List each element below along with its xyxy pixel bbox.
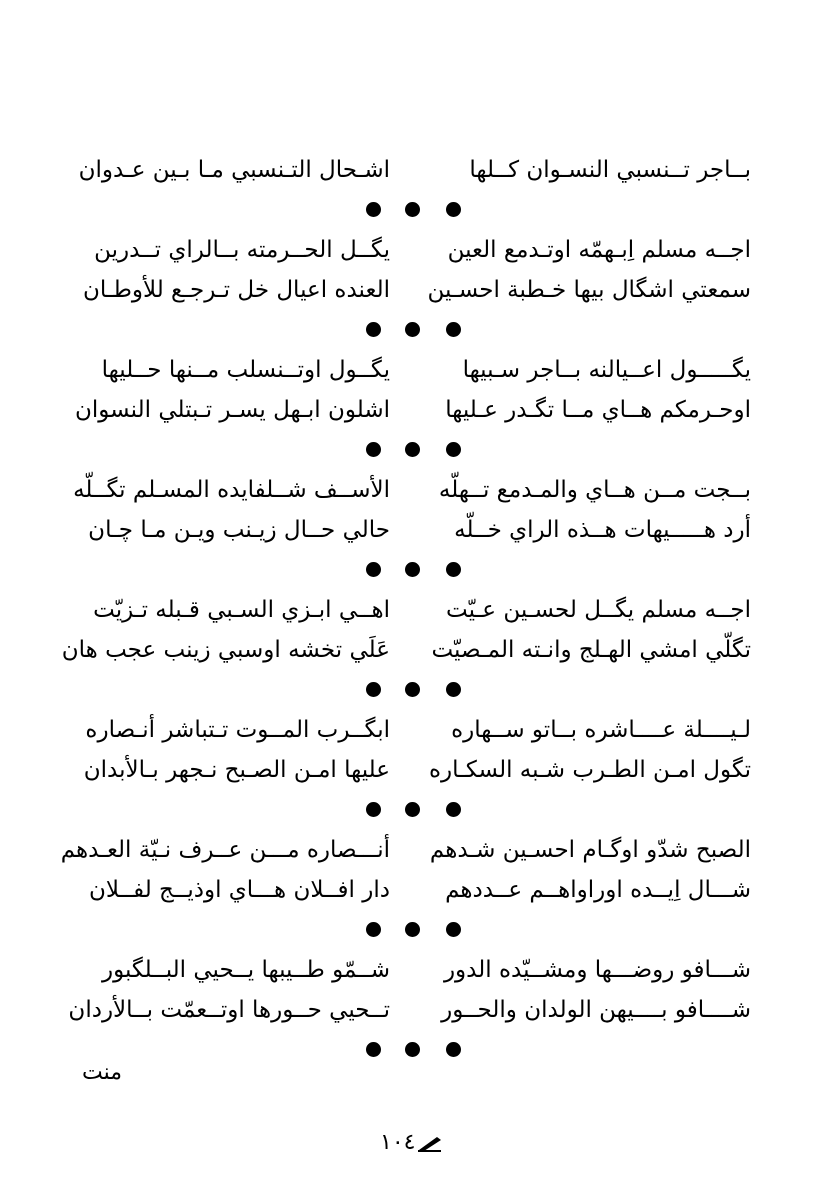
second-hemistich: أنـــصاره مـــن عــرف نـيّة العـدهم	[60, 837, 390, 863]
separator-dot	[446, 322, 461, 337]
second-hemistich: الأســف شــلفايده المسـلم تگــلّه	[73, 477, 390, 503]
separator-dot	[446, 682, 461, 697]
verse-line	[0, 750, 829, 790]
verse-line	[0, 870, 829, 910]
verse-line	[0, 270, 829, 310]
end-mark: منت	[82, 1060, 123, 1085]
first-hemistich: لـيــــلة عــــاشره بــاتو ســهاره	[451, 717, 751, 743]
second-hemistich: تــحيي حــورها اوتــعمّت بــالأردان	[68, 997, 390, 1023]
separator-dot	[405, 682, 420, 697]
first-hemistich: شـــافو روضـــها ومشــيّده الدور	[443, 957, 751, 983]
separator-dot	[366, 922, 381, 937]
stanza-separator	[0, 790, 829, 830]
stanza-separator	[0, 190, 829, 230]
first-hemistich: اجــه مسلم يگــل لحسـين عـيّت	[446, 597, 751, 623]
verse-line	[0, 150, 829, 190]
second-hemistich: ابگــرب المــوت تـتباشر أنـصاره	[85, 717, 390, 743]
pen-icon	[417, 1134, 443, 1152]
verse-line	[0, 230, 829, 270]
separator-dot	[446, 202, 461, 217]
verse-line	[0, 470, 829, 510]
second-hemistich: اهــي ابـزي السـبي قـبله تـزيّت	[93, 597, 390, 623]
verse-line	[0, 710, 829, 750]
separator-dot	[366, 562, 381, 577]
stanza-separator	[0, 430, 829, 470]
second-hemistich: عليها امـن الصـبح نـجهر بـالأبدان	[83, 757, 390, 783]
separator-dot	[405, 202, 420, 217]
verse-line	[0, 390, 829, 430]
separator-dot	[405, 562, 420, 577]
first-hemistich: الصبح شدّو اوگـام احسـين شـدهم	[429, 837, 751, 863]
first-hemistich: شـــال اِيــده اوراواهــم عــددهم	[445, 877, 751, 903]
stanza-separator	[0, 1030, 829, 1070]
second-hemistich: حالي حــال زيـنب ويـن مـا چـان	[88, 517, 390, 543]
separator-dot	[366, 682, 381, 697]
separator-dot	[405, 802, 420, 817]
first-hemistich: تگلّي امشي الهـلج وانـته المـصيّت	[431, 637, 751, 663]
verse-line	[0, 990, 829, 1030]
second-hemistich: يگــل الحــرمته بــالراي تــدرين	[94, 237, 390, 263]
separator-dot	[446, 802, 461, 817]
separator-dot	[446, 922, 461, 937]
second-hemistich: دار افــلان هـــاي اوذيــج لفــلان	[88, 877, 390, 903]
poem-body	[0, 150, 829, 1070]
first-hemistich: بــجت مــن هــاي والمـدمع تــهلّه	[438, 477, 751, 503]
separator-dot	[405, 922, 420, 937]
verse-line	[0, 630, 829, 670]
stanza-separator	[0, 310, 829, 350]
separator-dot	[366, 1042, 381, 1057]
page-number	[380, 1130, 443, 1155]
first-hemistich: اوحـرمكم هــاي مــا تگـدر عـليها	[445, 397, 751, 423]
first-hemistich: شــــافو بــــيهن الولدان والحــور	[441, 997, 751, 1023]
separator-dot	[446, 442, 461, 457]
separator-dot	[366, 322, 381, 337]
verse-line	[0, 350, 829, 390]
stanza-separator	[0, 670, 829, 710]
page-number-text: ١٠٤	[380, 1130, 416, 1155]
verse-line	[0, 830, 829, 870]
verse-line	[0, 950, 829, 990]
second-hemistich: عَلَي تخشه اوسبي زينب عجب هان	[61, 637, 390, 663]
separator-dot	[405, 442, 420, 457]
separator-dot	[446, 1042, 461, 1057]
separator-dot	[405, 322, 420, 337]
second-hemistich: اشلون ابـهل يسـر تـبتلي النسوان	[74, 397, 390, 423]
second-hemistich: شــمّو طــيبها يــحيي البــلگبور	[101, 957, 390, 983]
separator-dot	[366, 802, 381, 817]
first-hemistich: تگول امـن الطـرب شـبه السكـاره	[428, 757, 751, 783]
separator-dot	[366, 202, 381, 217]
second-hemistich: يگــول اوتــنسلب مــنها حــليها	[101, 357, 390, 383]
first-hemistich: يگـــــول اعــيالنه بــاجر سـبيها	[462, 357, 751, 383]
first-hemistich: سمعتي اشگال بيها خـطبة احسـين	[427, 277, 751, 303]
second-hemistich: العنده اعيال خل تـرجـع للأوطـان	[82, 277, 390, 303]
verse-line	[0, 510, 829, 550]
first-hemistich: أرد هـــــيهات هــذه الراي خــلّه	[454, 517, 751, 543]
first-hemistich: اجــه مسلم اِبـهمّه اوتـدمع العين	[447, 237, 751, 263]
separator-dot	[405, 1042, 420, 1057]
separator-dot	[366, 442, 381, 457]
verse-line	[0, 590, 829, 630]
separator-dot	[446, 562, 461, 577]
stanza-separator	[0, 910, 829, 950]
stanza-separator	[0, 550, 829, 590]
first-hemistich: بــاجر تــنسبي النسـوان كــلها	[469, 157, 751, 183]
second-hemistich: اشـحال التـنسبي مـا بـين عـدوان	[78, 157, 390, 183]
